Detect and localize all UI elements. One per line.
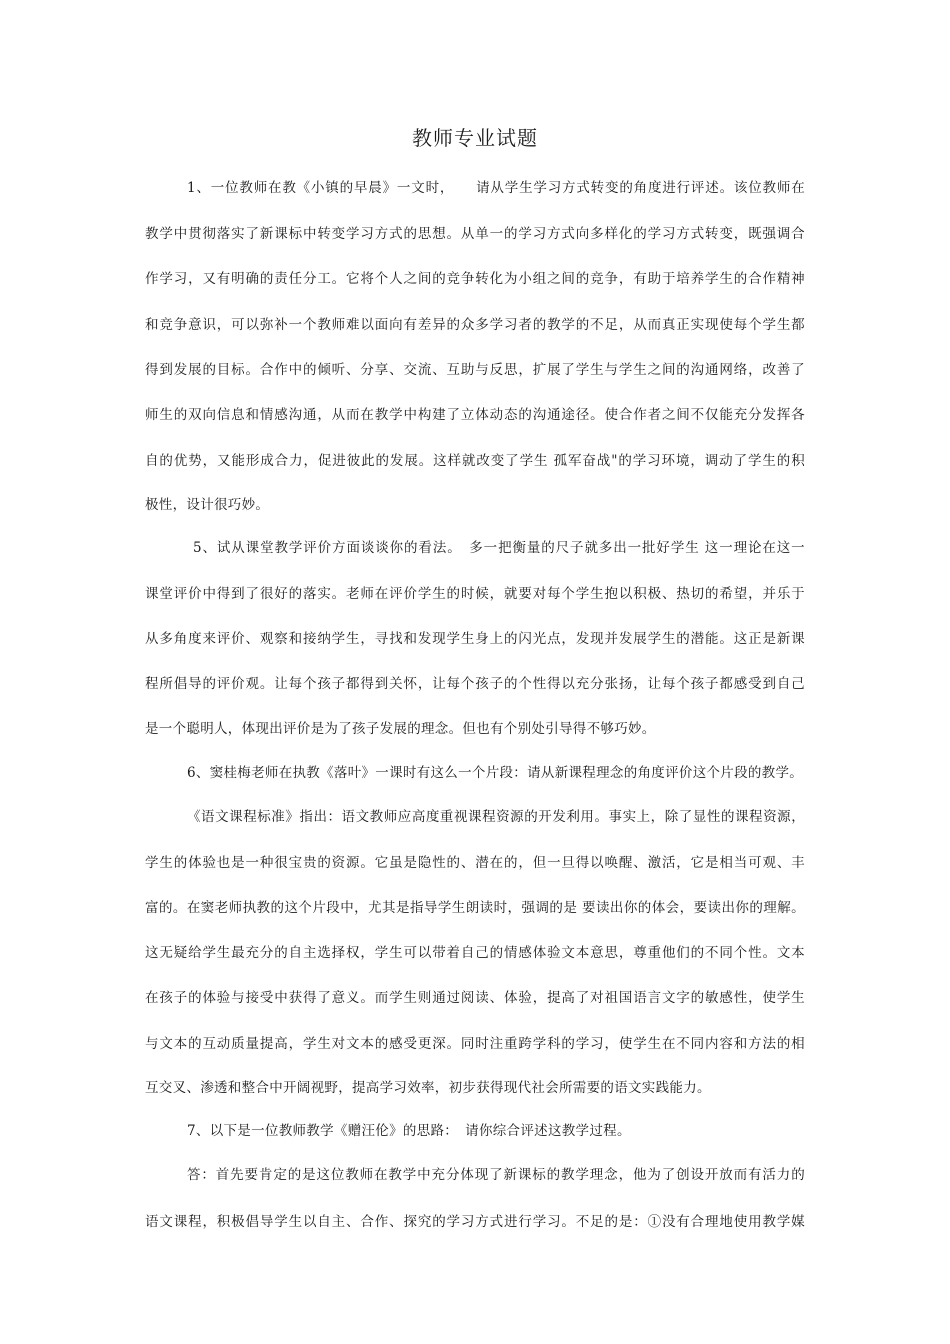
- paragraph-line: 与文本的互动质量提高，学生对文本的感受更深。同时注重跨学科的学习，使学生在不同内容和方法的相: [145, 1036, 805, 1052]
- paragraph-line: 学生的体验也是一种很宝贵的资源。它虽是隐性的、潜在的，但一旦得以唤醒、激活，它是相当可观、丰: [145, 855, 805, 871]
- paragraph-line: 《语文课程标准》指出：语文教师应高度重视课程资源的开发利用。事实上，除了显性的课程资源，: [187, 809, 805, 825]
- paragraph-line: 答：首先要肯定的是这位教师在教学中充分体现了新课标的教学理念，他为了创设开放而有活力的: [187, 1167, 805, 1183]
- page-title: 教师专业试题: [412, 126, 538, 150]
- paragraph-line: 6、窦桂梅老师在执教《落叶》一课时有这么一个片段：请从新课程理念的角度评价这个片段的教学。: [187, 765, 804, 781]
- paragraph-line: 从多角度来评价、观察和接纳学生，寻找和发现学生身上的闪光点，发现并发展学生的潜能。这正是新课: [145, 631, 805, 647]
- paragraph-line: 这无疑给学生最充分的自主选择权，学生可以带着自己的情感体验文本意思，尊重他们的不同个性。文本: [145, 945, 805, 961]
- paragraph-line: 作学习，又有明确的责任分工。它将个人之间的竞争转化为小组之间的竞争，有助于培养学生的合作精神: [145, 271, 805, 287]
- paragraph-line: 得到发展的目标。合作中的倾听、分享、交流、互助与反思，扩展了学生与学生之间的沟通网络，改善了: [145, 362, 805, 378]
- paragraph-line: 5、试从课堂教学评价方面谈谈你的看法。 多一把衡量的尺子就多出一批好学生 这一理论在这一: [193, 540, 805, 556]
- paragraph-line: 富的。在窦老师执教的这个片段中，尤其是指导学生朗读时，强调的是 要读出你的体会，要读出你的理解。: [145, 900, 805, 916]
- paragraph-line: 在孩子的体验与接受中获得了意义。而学生则通过阅读、体验，提高了对祖国语言文字的敏感性，使学生: [145, 990, 805, 1006]
- paragraph-line: 1、一位教师在教《小镇的早晨》一文时， 请从学生学习方式转变的角度进行评述。该位教师在: [187, 180, 805, 196]
- paragraph-line: 极性，设计很巧妙。: [145, 497, 270, 513]
- paragraph-line: 程所倡导的评价观。让每个孩子都得到关怀，让每个孩子的个性得以充分张扬，让每个孩子都感受到自己: [145, 676, 805, 692]
- paragraph-line: 教学中贯彻落实了新课标中转变学习方式的思想。从单一的学习方式向多样化的学习方式转变，既强调合: [145, 226, 805, 242]
- paragraph-line: 自的优势，又能形成合力，促进彼此的发展。这样就改变了学生 孤军奋战"的学习环境，调动了学生的积: [145, 453, 805, 469]
- paragraph-line: 互交叉、渗透和整合中开阔视野，提高学习效率，初步获得现代社会所需要的语文实践能力。: [145, 1080, 711, 1096]
- paragraph-line: 和竞争意识，可以弥补一个教师难以面向有差异的众多学习者的教学的不足，从而真正实现使每个学生都: [145, 317, 805, 333]
- paragraph-line: 7、以下是一位教师教学《赠汪伦》的思路： 请你综合评述这教学过程。: [187, 1123, 631, 1139]
- paragraph-line: 师生的双向信息和情感沟通，从而在教学中构建了立体动态的沟通途径。使合作者之间不仅能充分发挥各: [145, 407, 805, 423]
- paragraph-line: 是一个聪明人，体现出评价是为了孩子发展的理念。但也有个别处引导得不够巧妙。: [145, 721, 656, 737]
- paragraph-line: 语文课程，积极倡导学生以自主、合作、探究的学习方式进行学习。不足的是：①没有合理地使用教学媒: [145, 1214, 805, 1230]
- paragraph-line: 课堂评价中得到了很好的落实。老师在评价学生的时候，就要对每个学生抱以积极、热切的希望，并乐于: [145, 586, 805, 602]
